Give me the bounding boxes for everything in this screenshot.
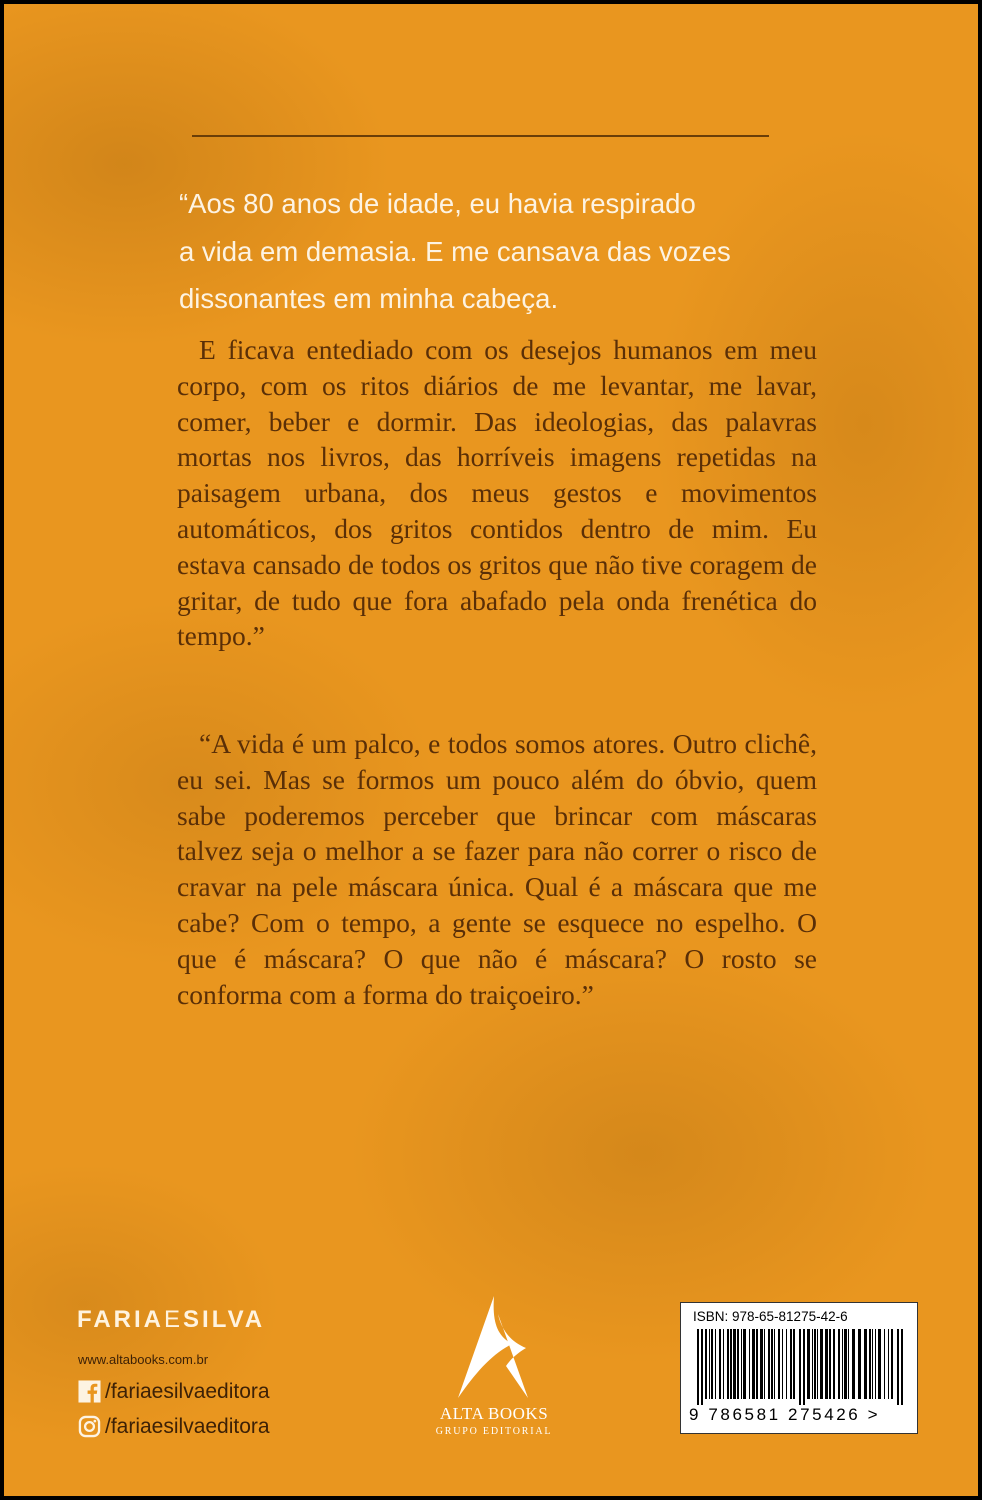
barcode-bar [701, 1329, 703, 1405]
instagram-icon [78, 1415, 101, 1438]
faria-e-silva-logo [77, 1306, 265, 1334]
isbn-barcode [680, 1302, 918, 1434]
barcode-digits: 9 786581 275426 > [689, 1405, 881, 1424]
facebook-handle: /fariaesilvaeditora [105, 1379, 270, 1403]
barcode-bar [697, 1329, 699, 1405]
barcode-bar [709, 1329, 710, 1399]
barcode-bar [842, 1329, 843, 1399]
barcode-bar [733, 1329, 736, 1399]
top-divider [192, 135, 769, 137]
barcode-bar [760, 1329, 763, 1399]
barcode-bar [848, 1329, 849, 1399]
logo-text-silva: SILVA [183, 1306, 266, 1333]
intro-quote-line: “Aos 80 anos de idade, eu havia respirado [179, 188, 696, 219]
facebook-icon [78, 1380, 101, 1403]
barcode-bar [778, 1329, 780, 1399]
logo-text-faria: FARIA [77, 1306, 164, 1333]
facebook-link[interactable] [78, 1378, 270, 1405]
excerpt-text: E ficava entediado com os desejos humanos em meu corpo, com os ritos diários de me levantar, me lavar, comer, beber e dormir. Das ideologias, das palavras mortas nos livros, das horríveis imagens repetidas na paisagem urbana, dos meus gestos e movimentos automáticos, dos gritos contidos dentro de mim. Eu estava cansado de todos os gritos que não tive coragem de gritar, de tudo que fora abafado pela onda frenética do tempo.” [177, 334, 817, 652]
barcode-bar [803, 1329, 805, 1405]
barcode-bar [901, 1329, 903, 1405]
barcode-bar [756, 1329, 758, 1399]
barcode-bar [858, 1329, 861, 1399]
instagram-handle: /fariaesilvaeditora [105, 1414, 270, 1438]
barcode-bar [743, 1329, 746, 1399]
barcode-bar [833, 1329, 835, 1399]
website-link[interactable]: www.altabooks.com.br [78, 1352, 209, 1367]
alta-books-subtitle: GRUPO EDITORIAL [435, 1426, 553, 1437]
book-back-cover [4, 4, 978, 1496]
barcode-bar [884, 1329, 885, 1399]
barcode-bar [825, 1329, 828, 1399]
barcode-bar [891, 1329, 893, 1399]
barcode-bar [812, 1329, 813, 1399]
isbn-label: ISBN: 978-65-81275-42-6 [693, 1309, 848, 1324]
excerpt-text: “A vida é um palco, e todos somos atores. Outro clichê, eu sei. Mas se formos um pouco além do óbvio, quem sabe poderemos perceber que brincar com máscaras talvez seja o melhor a se fazer para não correr o risco de cravar na pele máscara única. Qual é a máscara que me cabe? Com o tempo, a gente se esquece no espelho. O que é máscara? O que não é máscara? O rosto se conforma com a forma do traiçoeiro.” [177, 728, 817, 1010]
alta-books-name: ALTA BOOKS [439, 1404, 549, 1423]
logo-text-e: E [164, 1306, 184, 1333]
intro-quote-line: a vida em demasia. E me cansava das vozes [179, 235, 731, 267]
instagram-link[interactable] [78, 1413, 270, 1440]
barcode-bar [897, 1329, 899, 1405]
barcode-bar [814, 1329, 816, 1399]
excerpt-paragraph-1 [177, 332, 817, 654]
barcode-bar [749, 1329, 750, 1399]
barcode-bar [723, 1329, 724, 1399]
barcode-bar [730, 1329, 732, 1399]
barcode-bar [782, 1329, 783, 1399]
barcode-bar [786, 1329, 787, 1399]
barcode-bar [719, 1329, 721, 1399]
barcode-bar [790, 1329, 792, 1399]
barcode-bar [820, 1329, 823, 1399]
barcode-bar [807, 1329, 810, 1399]
alta-books-logo [414, 1294, 574, 1437]
barcode-bar [741, 1329, 742, 1399]
barcode-bar [872, 1329, 873, 1399]
barcode-bar [888, 1329, 889, 1399]
intro-quote-line: dissonantes em minha cabeça. [179, 283, 559, 314]
barcode-bar [799, 1329, 801, 1405]
intro-quote [179, 180, 830, 323]
barcode-bar [737, 1329, 739, 1399]
barcode-bar [705, 1329, 707, 1399]
barcode-bar [752, 1329, 755, 1399]
barcode-bar [838, 1329, 840, 1399]
barcode-bar [852, 1329, 855, 1399]
barcode-bar [774, 1329, 775, 1399]
barcode-bar [793, 1329, 795, 1399]
barcode-bar [771, 1329, 773, 1399]
barcode-bar [869, 1329, 871, 1399]
barcode-bar [878, 1329, 881, 1399]
barcode-bar [768, 1329, 770, 1399]
barcode-bars [691, 1329, 909, 1405]
barcode-bar [727, 1329, 729, 1399]
barcode-bar [829, 1329, 831, 1399]
barcode-bar [711, 1329, 713, 1399]
barcode-bar [817, 1329, 818, 1399]
barcode-bar [764, 1329, 765, 1399]
barcode-bar [844, 1329, 847, 1399]
barcode-bar [864, 1329, 867, 1399]
alta-books-logo-icon [452, 1294, 536, 1402]
excerpt-paragraph-2 [177, 726, 817, 1012]
barcode-bar [875, 1329, 876, 1399]
barcode-bar [715, 1329, 716, 1399]
